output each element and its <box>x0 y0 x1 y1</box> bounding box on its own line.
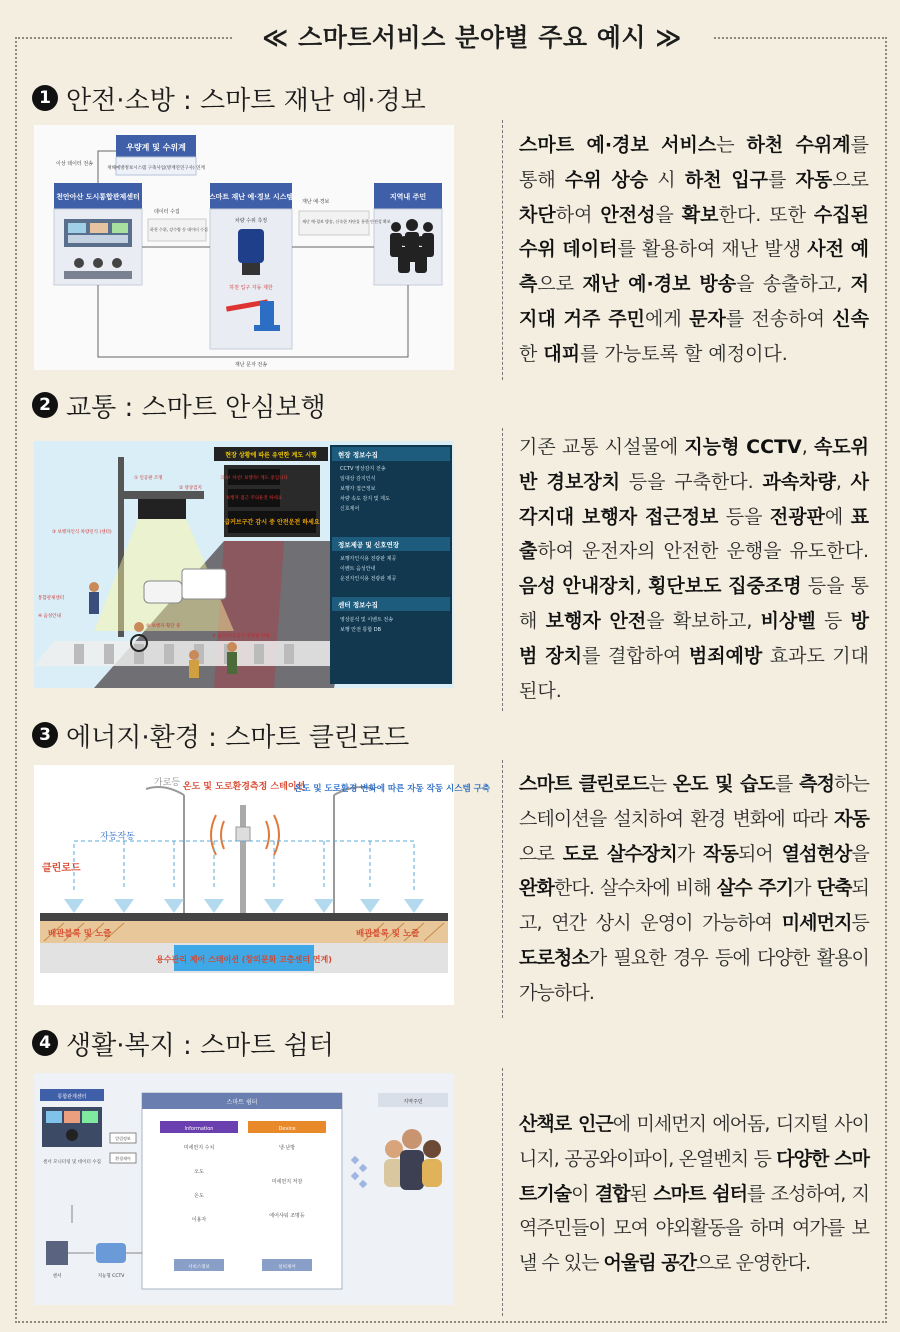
svg-text:재난 문자 전송: 재난 문자 전송 <box>234 362 268 368</box>
figure-list-item: 이용자 <box>191 1217 207 1223</box>
emphasis-text: 자동 <box>834 807 869 830</box>
body-text: 으로 <box>832 168 870 191</box>
svg-text:⑤ 보행자 횡단 중: ⑤ 보행자 횡단 중 <box>146 624 181 629</box>
body-text: 등을 <box>718 505 770 528</box>
emphasis-text: 수집된 수위 데이터 <box>519 203 869 261</box>
figure-list-item: CCTV 영상감지 전송 <box>340 466 386 472</box>
figure-list-item: 온도 <box>194 1193 204 1199</box>
emphasis-text: 측정 <box>799 773 835 795</box>
emphasis-text: 안전성 <box>600 203 656 226</box>
svg-text:하천 입구 자동 제한: 하천 입구 자동 제한 <box>229 285 273 291</box>
emphasis-text: 지능형 CCTV <box>684 436 802 458</box>
figure-list-item: 미세먼지 수치 <box>183 1145 215 1151</box>
emphasis-text: 다양한 스마트기술 <box>519 1147 870 1205</box>
street-lamp-icon <box>146 787 374 913</box>
emphasis-text: 음성 안내장치 <box>519 575 636 598</box>
body-text: 으로 운영한다. <box>695 1252 811 1275</box>
cctv-icon <box>96 1243 126 1263</box>
node-gauge-sub: 재해예방정보시스템 구축사업(방재연연구사) 연계 <box>107 166 205 171</box>
figure-list-item: 보행 안전 통합 DB <box>340 627 382 633</box>
water-level-sensor-icon <box>238 229 264 263</box>
emphasis-text: 문자 <box>689 307 726 330</box>
body-text: 는 <box>716 134 747 156</box>
body-text: , <box>801 436 814 458</box>
emphasis-text: 스마트 예·경보 서비스 <box>519 134 717 156</box>
svg-text:과속! 차선! 보행자! 계도 중입니다: 과속! 차선! 보행자! 계도 중입니다 <box>220 476 288 481</box>
section-1-figure <box>34 125 454 370</box>
body-text: 가 <box>676 842 704 865</box>
body-text: 되어 <box>737 842 782 865</box>
section-4-title: 생활·복지 : 스마트 쉼터 <box>66 1030 334 1061</box>
body-text: 를 조성하여, 지역주민들이 모여 야외활동을 하며 여가를 보낼 수 있는 <box>519 1182 869 1275</box>
section-2-figure <box>34 441 454 688</box>
section-1-description <box>519 128 869 372</box>
svg-text:급커브구간 감시 중 안전운전 하세요: 급커브구간 감시 중 안전운전 하세요 <box>224 519 320 526</box>
car-icon <box>144 581 182 603</box>
svg-text:② 영상검지: ② 영상검지 <box>179 486 202 491</box>
body-text: 등을 통해 <box>519 575 869 632</box>
node-residents-label: 지역내 주민 <box>389 193 427 201</box>
section-3-heading <box>32 717 409 753</box>
svg-text:현장 상황에 따른 유연한 계도 시행: 현장 상황에 따른 유연한 계도 시행 <box>225 452 317 459</box>
emphasis-text: 표출 <box>519 505 869 563</box>
section-2-title: 교통 : 스마트 안심보행 <box>66 392 326 423</box>
body-text: 을 <box>655 203 682 226</box>
figure-list-item: 이벤트 음성안내 <box>340 566 376 572</box>
section-1-number: 1 <box>32 85 58 111</box>
figure-list-item: 냉·난방 <box>278 1145 296 1151</box>
body-text: 한다. 또한 <box>718 203 814 226</box>
sensor-icon <box>46 1241 68 1265</box>
emphasis-text: 어울림 공간 <box>603 1252 696 1275</box>
body-text: 효과도 기대된다. <box>519 644 869 702</box>
svg-text:센서: 센서 <box>52 1274 62 1279</box>
svg-text:차량 수위 측정: 차량 수위 측정 <box>234 218 268 224</box>
emphasis-text: 하천 수위계 <box>746 134 851 156</box>
svg-text:설비제어: 설비제어 <box>278 1265 296 1270</box>
svg-text:환경제어: 환경제어 <box>115 1156 131 1161</box>
body-text: 을 송출하고, <box>736 273 851 296</box>
body-text: 으로 <box>537 273 583 296</box>
emphasis-text: 속도위반 경보장치 <box>519 436 870 493</box>
section-3-title: 에너지·환경 : 스마트 클린로드 <box>66 722 410 753</box>
body-text: 를 전송하여 <box>725 307 833 330</box>
svg-text:알림정보: 알림정보 <box>115 1136 131 1141</box>
figure-list-item: 임대상 감지인식 <box>340 476 376 482</box>
section-4-divider <box>502 1068 503 1316</box>
node-gauge-label: 우량계 및 수위계 <box>126 143 186 152</box>
disaster-warning-diagram <box>34 125 454 370</box>
body-text: 등 <box>815 609 851 632</box>
body-text: 기존 교통 시설물에 <box>519 436 685 458</box>
emphasis-text: 차단 <box>519 203 556 226</box>
figure-list-item: 운전자인식용 전광판 제공 <box>340 576 397 582</box>
body-text: 한다. 살수차에 비해 <box>553 877 717 900</box>
smart-walk-diagram <box>34 441 454 688</box>
figure-list-item: 오도 <box>194 1169 204 1175</box>
emphasis-text: 산책로 인근 <box>519 1113 613 1135</box>
section-3-divider <box>502 760 503 1018</box>
pedestrian-icon <box>89 582 99 614</box>
svg-text:센터 정보수집: 센터 정보수집 <box>338 601 378 609</box>
section-1-heading <box>32 80 426 116</box>
svg-text:Information: Information <box>184 1126 214 1132</box>
svg-text:지역주민: 지역주민 <box>403 1099 423 1105</box>
svg-text:자동작동: 자동작동 <box>100 832 135 842</box>
measurement-station <box>240 805 246 917</box>
body-text: 을 확보하고, <box>646 609 761 632</box>
svg-text:Device: Device <box>278 1126 296 1132</box>
body-text: 에 미세먼지 에어돔, 디지털 사이니지, 공공와이파이, 온열벤치 등 <box>519 1113 869 1170</box>
svg-text:스마트 쉼터: 스마트 쉼터 <box>226 1099 258 1106</box>
section-4-figure <box>34 1073 454 1305</box>
emphasis-text: 사전 예측 <box>519 238 869 296</box>
figure-list-item: 보행자 접근정보 <box>340 486 376 492</box>
emphasis-text: 방범 장치 <box>519 609 869 667</box>
emphasis-text: 저지대 거주 주민 <box>519 273 869 330</box>
emphasis-text: 스마트 쉼터 <box>653 1182 748 1205</box>
emphasis-text: 재난 예·경보 방송 <box>582 273 737 296</box>
emphasis-text: 열섬현상 <box>781 842 852 865</box>
section-4-number: 4 <box>32 1030 58 1056</box>
body-text: 하여 운전자의 안전한 운행을 유도한다. <box>537 540 869 563</box>
emphasis-text: 신속 <box>832 307 870 330</box>
body-text: 에 <box>824 505 851 528</box>
svg-text:배관블록 및 노즐: 배관블록 및 노즐 <box>356 929 420 939</box>
svg-text:데이터 수집: 데이터 수집 <box>154 209 180 215</box>
body-text: 으로 <box>519 842 563 865</box>
body-text: 한 <box>519 342 544 365</box>
svg-text:이상 데이터 전송: 이상 데이터 전송 <box>56 161 93 167</box>
svg-text:재난 예·경보: 재난 예·경보 <box>302 199 330 205</box>
clean-road-diagram <box>34 765 491 1005</box>
body-text: 를 <box>774 773 800 795</box>
svg-text:통합관제센터: 통합관제센터 <box>57 1094 87 1100</box>
section-3-description <box>519 767 869 1011</box>
emphasis-text: 보행자 안전 <box>545 609 647 632</box>
body-text: 가 <box>793 877 817 900</box>
emphasis-text: 비상벨 <box>760 609 816 632</box>
body-text: , <box>635 575 649 598</box>
emphasis-text: 확보 <box>681 203 719 226</box>
body-text: 를 <box>768 168 796 191</box>
body-text: 가 필요한 경우 등에 다양한 활용이 가능하다. <box>519 946 869 1004</box>
figure-list-item: 신호제어 <box>340 506 360 512</box>
svg-text:④ 음성안내: ④ 음성안내 <box>38 614 61 619</box>
emphasis-text: 결합 <box>594 1182 630 1205</box>
figure-list-item: 미세먼지 저감 <box>271 1179 303 1185</box>
emphasis-text: 완화 <box>519 877 554 900</box>
svg-text:지능형 CCTV: 지능형 CCTV <box>97 1274 125 1279</box>
body-text: 등을 구축한다. <box>620 470 763 493</box>
section-2-divider <box>502 428 503 711</box>
emphasis-text: 자동 <box>795 168 833 191</box>
body-text: , <box>835 470 851 493</box>
section-4-description <box>519 1107 869 1281</box>
emphasis-text: 단축 <box>816 877 852 900</box>
body-text: 시 <box>648 168 685 191</box>
figure-list-item: 영상분석 및 이벤트 전송 <box>340 617 394 623</box>
emphasis-text: 스마트 클린로드 <box>519 773 649 795</box>
svg-text:③ 보행자인식 차량인식 (센터): ③ 보행자인식 차량인식 (센터) <box>52 530 112 535</box>
svg-text:① 인공판 조명: ① 인공판 조명 <box>134 476 163 481</box>
emphasis-text: 범죄예방 <box>688 644 763 667</box>
svg-text:센서 모니터링 및 데이터 수집: 센서 모니터링 및 데이터 수집 <box>43 1160 101 1165</box>
node-system-label: 스마트 재난 예·경보 시스템 <box>208 193 294 201</box>
body-text: 을 <box>851 842 869 865</box>
emphasis-text: 수위 상승 <box>564 168 649 191</box>
body-text: 를 활용하여 재난 발생 <box>617 238 808 261</box>
body-text: 하여 <box>555 203 601 226</box>
emphasis-text: 작동 <box>703 842 738 865</box>
smart-shelter-diagram <box>34 1073 454 1305</box>
emphasis-text: 사각지대 보행자 접근정보 <box>519 470 869 528</box>
emphasis-text: 온도 및 습도 <box>672 773 775 795</box>
svg-text:배관블록 및 노즐: 배관블록 및 노즐 <box>48 929 112 939</box>
emphasis-text: 도로 살수장치 <box>562 842 677 865</box>
body-text: 를 통해 <box>519 134 869 191</box>
section-2-heading <box>32 387 326 423</box>
truck-icon <box>182 569 226 599</box>
body-text: 등 <box>851 912 869 935</box>
svg-text:온도 및 도로환경 변화에 따른 자동 작동 시스템 구축: 온도 및 도로환경 변화에 따른 자동 작동 시스템 구축 <box>293 784 491 794</box>
body-text: 를 결합하여 <box>582 644 689 667</box>
emphasis-text: 하천 입구 <box>684 168 769 191</box>
arrow-pattern-icon <box>351 1156 367 1188</box>
svg-text:현장 정보수집: 현장 정보수집 <box>338 451 378 459</box>
body-text: 되고, 연간 상시 운영이 가능하여 <box>519 877 869 935</box>
svg-text:통합관제센터: 통합관제센터 <box>38 596 65 601</box>
page-title: ≪ 스마트서비스 분야별 주요 예시 ≫ <box>232 16 712 60</box>
section-1-title: 안전·소방 : 스마트 재난 예·경보 <box>66 85 426 116</box>
svg-text:서비스정보: 서비스정보 <box>188 1265 210 1270</box>
body-text: 에게 <box>645 307 690 330</box>
svg-text:용수관리 제어 스테이션 (창의문화 고층센터 연계): 용수관리 제어 스테이션 (창의문화 고층센터 연계) <box>156 955 332 964</box>
svg-text:보행자 접근 주의운전 하세요: 보행자 접근 주의운전 하세요 <box>225 496 283 501</box>
emphasis-text: 살수 주기 <box>716 877 794 900</box>
section-1-divider <box>502 120 503 380</box>
figure-list-item: 에어샤워 조명등 <box>269 1213 305 1219</box>
body-text: 이 <box>571 1182 595 1205</box>
body-text: 된 <box>629 1182 654 1205</box>
svg-text:정보제공 및 신호연장: 정보제공 및 신호연장 <box>338 541 400 549</box>
section-2-number: 2 <box>32 392 58 418</box>
emphasis-text: 대피 <box>543 342 581 365</box>
svg-text:온도 및 도로환경측정 스테이션: 온도 및 도로환경측정 스테이션 <box>182 782 306 792</box>
figure-list-item: 차량 속도 감지 및 계도 <box>340 496 390 502</box>
section-3-number: 3 <box>32 722 58 748</box>
svg-text:재난 예·경보 방송, 신속한 차단물 통한 안전성 확보: 재난 예·경보 방송, 신속한 차단물 통한 안전성 확보 <box>302 219 391 224</box>
body-text: 하는 스테이션을 설치하여 환경 변화에 따라 <box>519 773 869 830</box>
body-text: 를 가능토록 할 예정이다. <box>580 342 788 365</box>
emphasis-text: 도로청소 <box>519 946 589 969</box>
emphasis-text: 횡단보도 집중조명 <box>648 575 802 598</box>
svg-text:⑥ 음성안내 감지 전광판 안내: ⑥ 음성안내 감지 전광판 안내 <box>212 634 270 639</box>
residents-photo-icon <box>384 1129 442 1190</box>
section-2-description <box>519 430 869 708</box>
emphasis-text: 전광판 <box>769 505 825 528</box>
emphasis-text: 미세먼지 <box>781 912 852 935</box>
body-text: 는 <box>648 773 673 795</box>
emphasis-text: 과속차량 <box>762 470 836 493</box>
section-4-heading <box>32 1025 334 1061</box>
svg-text:클린로드: 클린로드 <box>42 863 81 874</box>
pedestrian-vms-icon <box>138 499 186 519</box>
road-surface <box>40 913 448 921</box>
figure-list-item: 보행자인식용 전광판 제공 <box>340 556 397 562</box>
svg-text:가로등: 가로등 <box>154 778 181 788</box>
node-center-label: 천안아산 도시통합관제센터 <box>56 193 140 201</box>
section-3-figure <box>34 765 491 1005</box>
svg-text:하천 수위, 강수량 등 데이터 수집: 하천 수위, 강수량 등 데이터 수집 <box>150 227 208 232</box>
